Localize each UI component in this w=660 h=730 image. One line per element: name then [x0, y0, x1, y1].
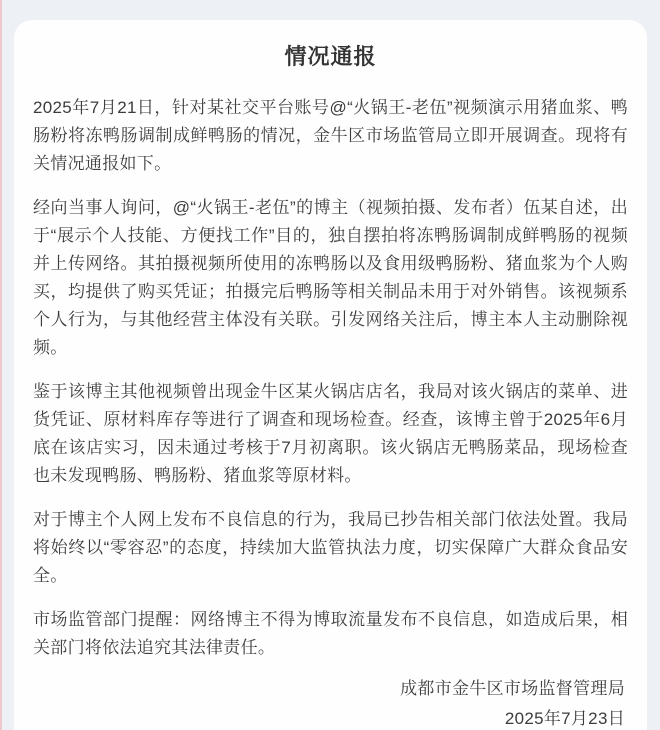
- notice-card: [14, 20, 647, 730]
- signature-block: [33, 674, 628, 730]
- notice-paragraph: 市场监管部门提醒：网络博主不得为博取流量发布不良信息，如造成后果，相关部门将依法追究其法律责任。: [33, 610, 628, 657]
- notice-title: 情况通报: [284, 44, 377, 69]
- notice-paragraph: 2025年7月21日，针对某社交平台账号@“火锅王-老伍”视频演示用猪血浆、鸭肠粉将冻鸭肠调制成鲜鸭肠的情况，金牛区市场监管局立即开展调查。现将有关情况通报如下。: [33, 98, 628, 173]
- signature-date: 2025年7月23日: [504, 709, 625, 728]
- notice-paragraph: 鉴于该博主其他视频曾出现金牛区某火锅店店名，我局对该火锅店的菜单、进货凭证、原材料库存等进行了调查和现场检查。经查，该博主曾于2025年6月底在该店实习，因未通过考核于7月初离职。该火锅店无鸭肠菜品，现场检查也未发现鸭肠、鸭肠粉、猪血浆等原材料。: [33, 382, 628, 485]
- signature-org: 成都市金牛区市场监督管理局: [400, 679, 625, 698]
- notice-paragraph: 经向当事人询问，@“火锅王-老伍”的博主（视频拍摄、发布者）伍某自述，出于“展示个人技能、方便找工作”目的，独自摆拍将冻鸭肠调制成鲜鸭肠的视频并上传网络。其拍摄视频所使用的冻鸭肠以及食用级鸭肠粉、猪血浆为个人购买，均提供了购买凭证；拍摄完后鸭肠等相关制品未用于对外销售。该视频系个人行为，与其他经营主体没有关联。引发网络关注后，博主本人主动删除视频。: [33, 198, 628, 357]
- notice-paragraph: 对于博主个人网上发布不良信息的行为，我局已抄告相关部门依法处置。我局将始终以“零容忍”的态度，持续加大监管执法力度，切实保障广大群众食品安全。: [33, 510, 628, 585]
- left-edge-line: [0, 0, 2, 730]
- notice-body: [33, 94, 628, 662]
